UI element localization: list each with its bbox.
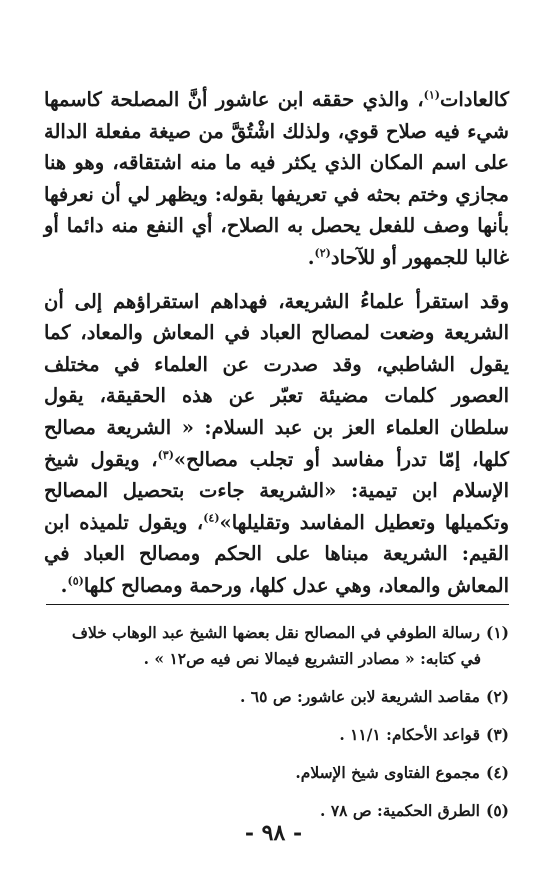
text-segment: وقد استقرأ علماءُ الشريعة، فهداهم استقراؤهم إلى أن الشريعة وضعت لمصالح العباد في المعاش والمعاد، كما يقول الشاطبي، وقد صدرت عن العلماء في مختلف العصور كلمات مضيئة تعبّر عن هذه الحقيقة، يقول سلطان العلماء العز بن عبد السلام: « الشريعة مصالح كلها، إمّا تدرأ مفاسد أو تجلب مصالح» [44, 289, 509, 471]
footnote-reference: (٢) [314, 246, 331, 260]
text-segment: . [307, 245, 315, 269]
footnote-reference: (١) [423, 88, 441, 102]
footnote-text-continued: في كتابه: « مصادر التشريع فيمالا نص فيه ص١٢ » . [143, 649, 481, 668]
text-segment: ، ويقول تلميذه ابن القيم: الشريعة مبناها على الحكم ومصالح العباد في المعاش والمعاد، وهي عدل كلها، ورحمة ومصالح كلها [44, 510, 509, 597]
footnote-text: مقاصد الشريعة لابن عاشور: ص ٦٥ . [240, 687, 480, 706]
text-segment: ، والذي حققه ابن عاشور أنَّ المصلحة كاسمها شيء فيه صلاح قوي، ولذلك اشْتُقَّ من صيغة مفعلة الدالة على اسم المكان الذي يكثر فيه ما منه اشتقاقه، وهو هنا مجازي وختم بحثه في تعريفها بقوله: ويظهر لي أن نعرفها بأنها وصف للفعل يحصل به الصلاح، أي النفع منه دائما أو غالبا للجمهور أو للآحاد [44, 88, 509, 269]
text-segment: . [60, 573, 68, 597]
footnote-number: (٣) [485, 725, 509, 744]
footnote [46, 684, 509, 710]
footnote [46, 620, 509, 672]
footnote-reference: (٤) [203, 511, 220, 525]
paragraph [44, 286, 509, 602]
text-segment: ، ويقول شيخ الإسلام ابن تيمية: «الشريعة جاءت بتحصيل المصالح وتكميلها وتعطيل المفاسد وتقليلها» [44, 447, 509, 534]
footnote-reference: (٥) [67, 574, 84, 588]
footnote-separator [46, 604, 509, 605]
footnote [46, 722, 509, 748]
paragraph [44, 84, 509, 274]
text-segment: كالعادات [440, 88, 509, 111]
footnote-number: (١) [485, 623, 509, 642]
footnotes [46, 620, 509, 836]
footnote-text: مجموع الفتاوى شيخ الإسلام. [295, 763, 480, 782]
footnote-text: قواعد الأحكام: ١١/١ . [339, 725, 480, 744]
footnote-number: (٤) [485, 763, 509, 782]
footnote [46, 760, 509, 786]
main-text [44, 84, 509, 602]
footnote-number: (٥) [485, 801, 509, 820]
footnote-text: الطرق الحكمية: ص ٧٨ . [320, 801, 480, 820]
footnote-reference: (٣) [157, 448, 174, 462]
page-number: - ٩٨ - [244, 820, 303, 846]
footnote-number: (٢) [485, 687, 509, 706]
footnote-text: رسالة الطوفي في المصالح نقل بعضها الشيخ عبد الوهاب خلاف [71, 623, 480, 642]
